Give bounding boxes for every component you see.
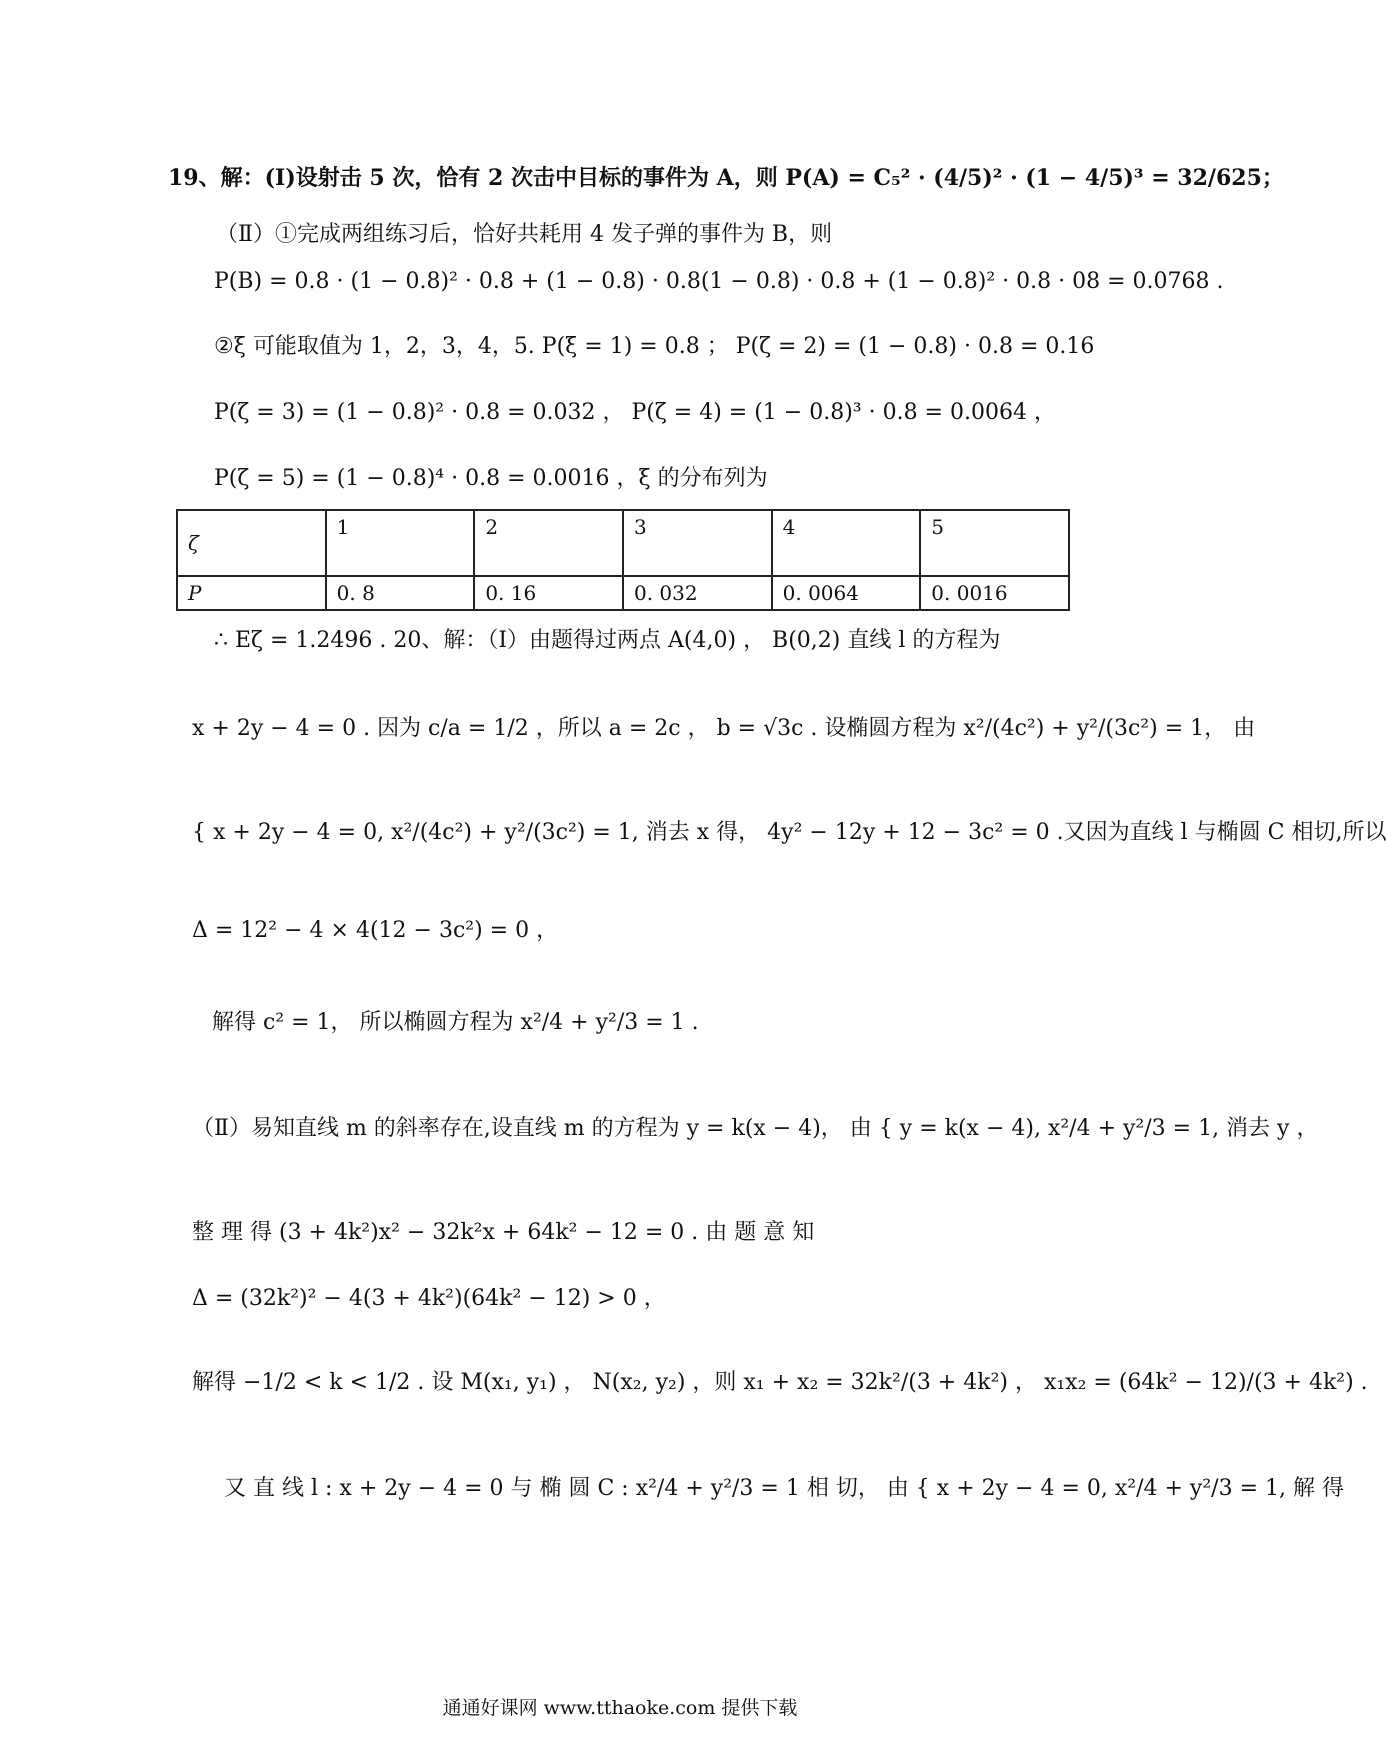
tangent-line-condition: 又 直 线 l : x + 2y − 4 = 0 与 椭 圆 C : x²/4 + y²/3 = 1 相 切， 由 { x + 2y − 4 = 0, x²/4 + y²/3 = 1, 解 得 (224, 1476, 1344, 1501)
system-eliminate-x: { x + 2y − 4 = 0, x²/(4c²) + y²/(3c²) = 1, 消去 x 得， 4y² − 12y + 12 − 3c² = 0 .又因为直线 l 与椭圆 C 相切,所以 (192, 820, 1386, 845)
zeta-5-line: P(ζ = 5) = (1 − 0.8)⁴ · 0.8 = 0.0016 ，ξ 的分布列为 (214, 466, 768, 491)
table-row (177, 510, 1069, 576)
table-cell: ζ (177, 510, 326, 576)
table-cell: 3 (623, 510, 772, 576)
probability-b-equation: P(B) = 0.8 · (1 − 0.8)² · 0.8 + (1 − 0.8) · 0.8(1 − 0.8) · 0.8 + (1 − 0.8)² · 0.8 · 08 = 0.0768 . (214, 269, 1224, 294)
solution-19-part1: 19、解：(Ⅰ)设射击 5 次，恰有 2 次击中目标的事件为 A，则 P(A) = C₅² · (4/5)² · (1 − 4/5)³ = 32/625； (168, 165, 1284, 191)
table-cell: 5 (920, 510, 1069, 576)
distribution-table (176, 509, 1070, 611)
solution-20-part2-intro: （Ⅱ）易知直线 m 的斜率存在,设直线 m 的方程为 y = k(x − 4)， 由 { y = k(x − 4), x²/4 + y²/3 = 1, 消去 y ， (192, 1116, 1319, 1141)
page-footer: 通通好课网 www.tthaoke.com 提供下载 (442, 1697, 798, 1719)
table-cell: 0. 0064 (772, 576, 921, 610)
solution-19-part2-intro: （Ⅱ）①完成两组练习后，恰好共耗用 4 发子弹的事件为 B，则 (216, 222, 833, 247)
xi-values-line: ②ξ 可能取值为 1，2，3，4，5. P(ξ = 1) = 0.8 ； P(ζ = 2) = (1 − 0.8) · 0.8 = 0.16 (214, 334, 1095, 359)
ellipse-equation-result: 解得 c² = 1， 所以椭圆方程为 x²/4 + y²/3 = 1 . (212, 1010, 699, 1035)
k-range-and-vieta: 解得 −1/2 < k < 1/2 . 设 M(x₁, y₁) ， N(x₂, y₂) ，则 x₁ + x₂ = 32k²/(3 + 4k²) ， x₁x₂ = (64k² − 12)/(3 + 4k²) . (192, 1370, 1368, 1395)
zeta-3-4-line: P(ζ = 3) = (1 − 0.8)² · 0.8 = 0.032 ， P(ζ = 4) = (1 − 0.8)³ · 0.8 = 0.0064 ， (214, 400, 1056, 425)
table-cell: 1 (326, 510, 475, 576)
table-cell: 0. 0016 (920, 576, 1069, 610)
quadratic-equation-line: 整 理 得 (3 + 4k²)x² − 32k²x + 64k² − 12 = 0 . 由 题 意 知 (192, 1220, 815, 1245)
line-equation-line: x + 2y − 4 = 0 . 因为 c/a = 1/2 ，所以 a = 2c ， b = √3c . 设椭圆方程为 x²/(4c²) + y²/(3c²) = 1， 由 (192, 716, 1256, 741)
table-cell: 0. 8 (326, 576, 475, 610)
table-cell: 2 (474, 510, 623, 576)
discriminant-equation: Δ = 12² − 4 × 4(12 − 3c²) = 0 ， (192, 918, 559, 943)
table-row (177, 576, 1069, 610)
table-cell: 4 (772, 510, 921, 576)
table-cell: 0. 032 (623, 576, 772, 610)
expectation-and-solution-20: ∴ Eζ = 1.2496 . 20、解：（Ⅰ）由题得过两点 A(4,0) ， B(0,2) 直线 l 的方程为 (214, 628, 1001, 653)
table-cell: P (177, 576, 326, 610)
discriminant-inequality: Δ = (32k²)² − 4(3 + 4k²)(64k² − 12) > 0 ， (192, 1286, 666, 1311)
table-cell: 0. 16 (474, 576, 623, 610)
